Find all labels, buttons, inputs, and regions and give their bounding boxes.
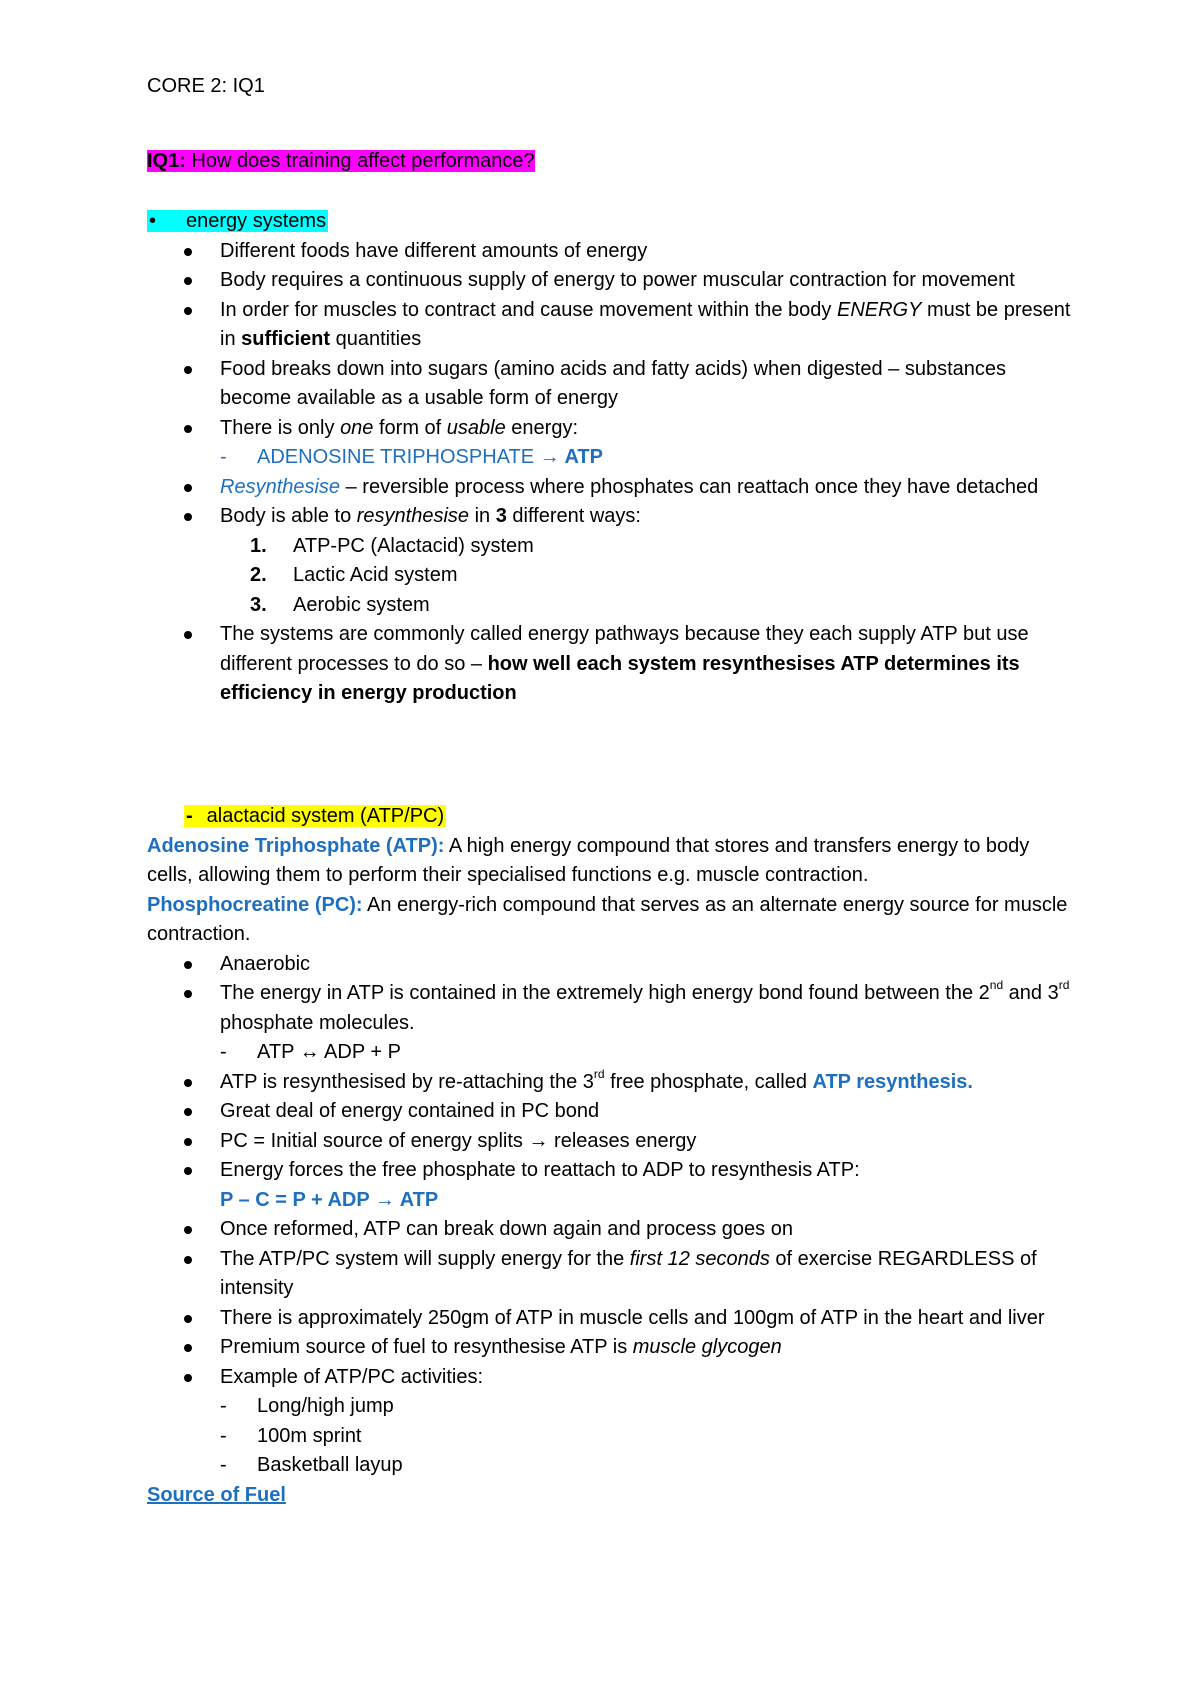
list-item	[147, 266, 1077, 296]
term-pc: Phosphocreatine (PC):	[147, 893, 363, 916]
alactacid-list	[147, 950, 1077, 1039]
text-run: The energy in ATP is contained in the extremely high energy bond found between the 2	[220, 982, 990, 1004]
section-heading-energy-systems	[147, 207, 1077, 237]
bullet-icon	[184, 1226, 192, 1234]
atp-definition	[147, 832, 1077, 891]
bullet-icon	[184, 990, 192, 998]
superscript: rd	[1058, 978, 1070, 993]
energy-systems-list-2	[147, 473, 1077, 532]
sub-item-atp-adp	[147, 1038, 1077, 1068]
pc-definition	[147, 891, 1077, 950]
document-header	[147, 72, 1077, 102]
definition-text: A high energy compound that stores and transfers energy to body cells, allowing them to perform their specialised functions e.g. muscle contraction.	[147, 834, 1030, 886]
source-of-fuel-link[interactable]: Source of Fuel	[147, 1483, 286, 1506]
text-run-italic: ENERGY	[836, 298, 922, 321]
list-item	[147, 1068, 1077, 1098]
list-item-text: Body requires a continuous supply of energy to power muscular contraction for movement	[220, 269, 1015, 291]
list-number: 3.	[250, 593, 267, 616]
text-run-blue: ADENOSINE TRIPHOSPHATE	[257, 446, 540, 468]
iq-title-highlight	[147, 150, 535, 172]
text-run: PC = Initial source of energy splits	[220, 1129, 529, 1152]
text-run-italic: one	[340, 416, 374, 439]
list-item-text: Energy forces the free phosphate to reattach to ADP to resynthesis ATP:	[220, 1159, 860, 1181]
bullet-icon	[184, 1315, 192, 1323]
equation-text: P – C = P + ADP	[220, 1188, 375, 1211]
bullet-icon	[184, 1374, 192, 1382]
example-text: Long/high jump	[257, 1395, 394, 1417]
text-run: Body is able to	[220, 505, 357, 527]
energy-systems-highlight	[147, 210, 328, 232]
list-item-text: Aerobic system	[293, 593, 430, 616]
list-item	[147, 473, 1077, 503]
list-number: 2.	[250, 564, 267, 586]
list-item-text: Great deal of energy contained in PC bond	[220, 1100, 600, 1122]
text-run: free phosphate, called	[604, 1070, 813, 1093]
iq-title-prefix: IQ1:	[147, 150, 186, 172]
text-run-italic: usable	[446, 416, 506, 439]
list-item	[147, 1304, 1077, 1334]
list-item	[147, 979, 1077, 1038]
list-item	[147, 1097, 1077, 1127]
source-of-fuel-heading	[147, 1481, 1077, 1511]
text-run: quantities	[330, 328, 422, 350]
list-item-text: There is approximately 250gm of ATP in muscle cells and 100gm of ATP in the heart and liver	[220, 1306, 1045, 1329]
list-item	[147, 237, 1077, 267]
text-run-blue-bold: ATP	[559, 446, 603, 468]
text-run: ATP is resynthesised by re-attaching the 3	[220, 1070, 594, 1093]
bullet-icon	[184, 484, 192, 492]
list-item-text: Food breaks down into sugars (amino acids and fatty acids) when digested – substances become available as a usable form of energy	[220, 357, 1006, 409]
text-run-blue-bold: ATP resynthesis.	[812, 1070, 973, 1093]
alactacid-highlight	[184, 805, 446, 827]
text-run-italic: resynthesise	[356, 505, 470, 527]
alactacid-list-2	[147, 1068, 1077, 1393]
bullet-icon	[184, 307, 192, 315]
text-run: energy:	[505, 416, 578, 439]
bullet-icon	[184, 961, 192, 969]
list-item	[147, 620, 1077, 709]
list-item-text: ATP-PC (Alactacid) system	[293, 534, 534, 557]
text-run-italic: muscle glycogen	[632, 1336, 782, 1358]
list-item-text: Anaerobic	[220, 952, 311, 975]
ways-list	[147, 532, 1077, 621]
text-run: – reversible process where phosphates can reattach once they have detached	[340, 475, 1039, 498]
text-run: Premium source of fuel to resynthesise ATP is	[220, 1336, 633, 1358]
equation-text: ATP	[394, 1188, 439, 1211]
energy-systems-list	[147, 237, 1077, 444]
example-item	[147, 1392, 1077, 1422]
text-run-italic: first 12 seconds	[629, 1247, 770, 1270]
section-energy-systems	[147, 207, 1077, 709]
text-run: in	[469, 505, 496, 527]
dash-marker: -	[220, 446, 227, 468]
example-item	[147, 1422, 1077, 1452]
text-run: releases energy	[548, 1129, 697, 1152]
text-run: phosphate molecules.	[220, 1011, 415, 1034]
list-item-text: Example of ATP/PC activities:	[220, 1365, 484, 1388]
heading-text: energy systems	[186, 210, 327, 232]
list-item-text: Lactic Acid system	[293, 564, 458, 586]
list-item	[147, 1156, 1077, 1215]
bullet-icon	[184, 1079, 192, 1087]
bullet-icon	[184, 513, 192, 521]
bullet-icon	[184, 366, 192, 374]
text-run-bold: how well each system resynthesises ATP determines its efficiency in energy production	[220, 652, 1020, 704]
bullet-icon	[184, 425, 192, 433]
dash-marker: -	[220, 1424, 227, 1447]
list-item-text: Different foods have different amounts of energy	[220, 239, 648, 262]
header-text: CORE 2: IQ1	[147, 75, 265, 97]
text-run: In order for muscles to contract and cause movement within the body	[220, 298, 837, 321]
heading-text: alactacid system (ATP/PC)	[206, 805, 445, 827]
list-item-text: Once reformed, ATP can break down again and process goes on	[220, 1218, 793, 1240]
list-item	[147, 1333, 1077, 1363]
list-item	[147, 1215, 1077, 1245]
example-text: Basketball layup	[257, 1454, 403, 1476]
bullet-icon	[184, 1108, 192, 1116]
list-item	[147, 950, 1077, 980]
text-run: The systems are commonly called energy pathways because they each supply ATP but use different processes to do so –	[220, 623, 1029, 675]
bullet-icon	[184, 248, 192, 256]
list-item	[147, 532, 1077, 562]
list-item	[147, 296, 1077, 355]
sub-item-atp	[147, 443, 1077, 473]
bullet-icon	[184, 1167, 192, 1175]
dash-marker: -	[220, 1454, 227, 1476]
iq-title-rest: How does training affect performance?	[185, 150, 535, 172]
arrow-right-icon: →	[374, 1188, 395, 1211]
bullet-icon	[184, 1344, 192, 1352]
equation-text: ATP ↔ ADP + P	[257, 1041, 401, 1063]
list-item	[147, 591, 1077, 621]
list-item	[147, 561, 1077, 591]
list-item	[147, 1363, 1077, 1393]
example-item	[147, 1451, 1077, 1481]
bullet-icon	[184, 1138, 192, 1146]
section-heading-alactacid	[147, 802, 1077, 832]
text-run-bold: sufficient	[241, 328, 331, 350]
dash-marker: -	[220, 1041, 227, 1063]
arrow-right-icon: →	[539, 446, 560, 468]
superscript: rd	[593, 1066, 605, 1081]
text-run: form of	[373, 416, 447, 439]
list-item	[147, 1127, 1077, 1157]
text-run: must be present in	[220, 298, 1071, 350]
iq-title	[147, 147, 1077, 177]
list-item	[147, 414, 1077, 444]
text-run: There is only	[220, 416, 341, 439]
heading-bullet: •	[149, 210, 157, 232]
arrow-right-icon: →	[528, 1129, 549, 1152]
list-number: 1.	[250, 534, 267, 557]
text-run-blue-italic: Resynthesise	[220, 475, 341, 498]
energy-systems-list-3	[147, 620, 1077, 709]
bullet-icon	[184, 277, 192, 285]
list-item	[147, 1245, 1077, 1304]
definition-text: An energy-rich compound that serves as an alternate energy source for muscle contraction.	[147, 893, 1068, 945]
heading-dash: -	[186, 805, 193, 827]
text-run: and 3	[1003, 982, 1059, 1004]
bullet-icon	[184, 1256, 192, 1264]
bullet-icon	[184, 631, 192, 639]
superscript: nd	[989, 978, 1004, 993]
section-alactacid	[147, 802, 1077, 1510]
example-text: 100m sprint	[257, 1424, 362, 1447]
text-run: The ATP/PC system will supply energy for the	[220, 1247, 630, 1270]
text-run: of exercise REGARDLESS of intensity	[220, 1247, 1037, 1299]
term-atp: Adenosine Triphosphate (ATP):	[147, 834, 445, 857]
list-item	[147, 502, 1077, 532]
text-run-bold: 3	[495, 505, 507, 527]
dash-marker: -	[220, 1395, 227, 1417]
text-run: different ways:	[506, 505, 641, 527]
list-item	[147, 355, 1077, 414]
